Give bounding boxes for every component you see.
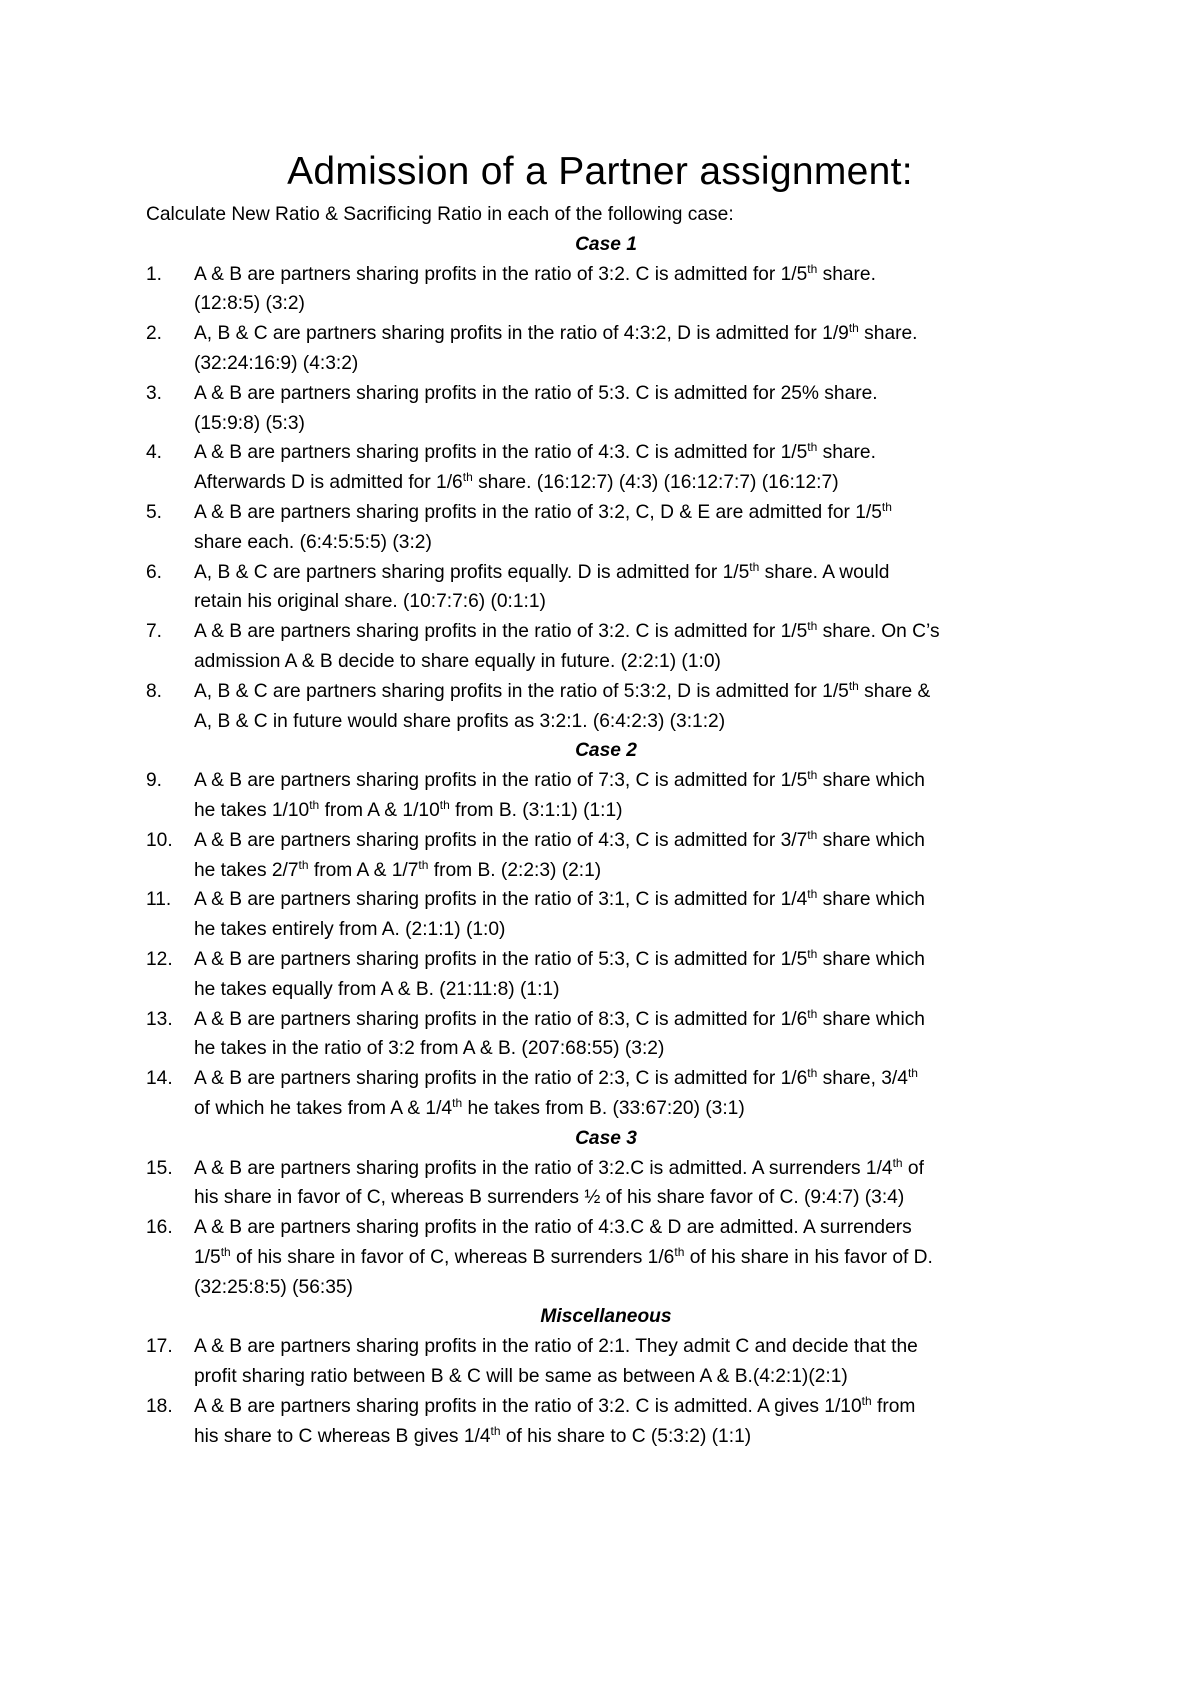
superscript-suffix: th — [807, 887, 818, 902]
item-text-line: A & B are partners sharing profits in the ratio of 3:2. C is admitted for 1/5th share. — [194, 261, 876, 285]
item-number: 12. — [146, 948, 173, 970]
item-number: 16. — [146, 1217, 173, 1239]
item-number: 8. — [146, 680, 163, 702]
item-text-line: he takes 1/10th from A & 1/10th from B. (3:1:1) (1:1) — [194, 797, 623, 821]
item-text-line: he takes in the ratio of 3:2 from A & B. (207:68:55) (3:2) — [194, 1038, 665, 1060]
item-number: 4. — [146, 442, 163, 464]
superscript-suffix: th — [892, 1155, 903, 1170]
section-heading: Case 3 — [575, 1127, 637, 1149]
item-text-line: A & B are partners sharing profits in the ratio of 8:3, C is admitted for 1/6th share which — [194, 1006, 925, 1030]
item-text-line: A & B are partners sharing profits in the ratio of 2:1. They admit C and decide that the — [194, 1336, 918, 1358]
superscript-suffix: th — [418, 857, 429, 872]
item-text-line: A & B are partners sharing profits in the ratio of 3:2.C is admitted. A surrenders 1/4th of — [194, 1155, 924, 1179]
list-item — [146, 766, 1066, 826]
list-item — [146, 677, 1066, 737]
item-text-line: A & B are partners sharing profits in the ratio of 5:3, C is admitted for 1/5th share which — [194, 946, 925, 970]
superscript-suffix: th — [881, 499, 892, 514]
superscript-suffix: th — [861, 1393, 872, 1408]
item-text-line: A, B & C are partners sharing profits equally. D is admitted for 1/5th share. A would — [194, 559, 890, 583]
item-text-line: his share to C whereas B gives 1/4th of his share to C (5:3:2) (1:1) — [194, 1423, 752, 1447]
superscript-suffix: th — [807, 1006, 818, 1021]
superscript-suffix: th — [807, 1066, 818, 1081]
item-text-line: of which he takes from A & 1/4th he takes from B. (33:67:20) (3:1) — [194, 1095, 745, 1119]
list-item — [146, 945, 1066, 1005]
item-text-line: 1/5th of his share in favor of C, whereas B surrenders 1/6th of his share in his favor of D. — [194, 1244, 933, 1268]
list-item — [146, 1392, 1066, 1452]
list-item — [146, 1154, 1066, 1214]
item-text-line: (15:9:8) (5:3) — [194, 412, 305, 434]
superscript-suffix: th — [220, 1244, 231, 1259]
item-text-line: A & B are partners sharing profits in the ratio of 3:2. C is admitted. A gives 1/10th from — [194, 1393, 916, 1417]
superscript-suffix: th — [462, 470, 473, 485]
item-number: 1. — [146, 263, 163, 285]
item-text-line: share each. (6:4:5:5:5) (3:2) — [194, 531, 432, 553]
item-number: 13. — [146, 1008, 173, 1030]
superscript-suffix: th — [907, 1066, 918, 1081]
item-text-line: A & B are partners sharing profits in the ratio of 7:3, C is admitted for 1/5th share which — [194, 768, 925, 792]
item-number: 14. — [146, 1068, 173, 1090]
list-item — [146, 826, 1066, 886]
item-number: 3. — [146, 382, 163, 404]
item-text-line: A, B & C in future would share profits as 3:2:1. (6:4:2:3) (3:1:2) — [194, 710, 726, 732]
item-text-line: (32:25:8:5) (56:35) — [194, 1276, 353, 1298]
superscript-suffix: th — [490, 1423, 501, 1438]
item-text-line: A & B are partners sharing profits in the ratio of 4:3. C is admitted for 1/5th share. — [194, 440, 876, 464]
item-number: 7. — [146, 621, 163, 643]
item-number: 15. — [146, 1157, 173, 1179]
list-item — [146, 1213, 1066, 1302]
superscript-suffix: th — [439, 797, 450, 812]
item-text-line: A & B are partners sharing profits in the ratio of 2:3, C is admitted for 1/6th share, 3/4th — [194, 1066, 918, 1090]
item-text-line: Afterwards D is admitted for 1/6th share. (16:12:7) (4:3) (16:12:7:7) (16:12:7) — [194, 470, 839, 494]
item-text-line: A & B are partners sharing profits in the ratio of 4:3, C is admitted for 3/7th share which — [194, 827, 925, 851]
list-item — [146, 1064, 1066, 1124]
superscript-suffix: th — [807, 768, 818, 783]
item-text-line: A & B are partners sharing profits in the ratio of 3:2. C is admitted for 1/5th share. On C’s — [194, 619, 940, 643]
superscript-suffix: th — [298, 857, 309, 872]
list-item — [146, 319, 1066, 379]
section-heading: Case 2 — [575, 740, 637, 762]
superscript-suffix: th — [848, 321, 859, 336]
superscript-suffix: th — [309, 797, 320, 812]
item-text-line: he takes 2/7th from A & 1/7th from B. (2:2:3) (2:1) — [194, 857, 602, 881]
item-text-line: A, B & C are partners sharing profits in the ratio of 5:3:2, D is admitted for 1/5th share & — [194, 678, 931, 702]
item-text-line: (32:24:16:9) (4:3:2) — [194, 352, 359, 374]
item-number: 10. — [146, 829, 173, 851]
superscript-suffix: th — [807, 440, 818, 455]
superscript-suffix: th — [807, 261, 818, 276]
page-title: Admission of a Partner assignment: — [287, 150, 913, 193]
superscript-suffix: th — [807, 827, 818, 842]
list-item — [146, 438, 1066, 498]
list-item — [146, 1332, 1066, 1392]
section-heading: Case 1 — [575, 233, 637, 255]
item-number: 18. — [146, 1395, 173, 1417]
item-text-line: he takes entirely from A. (2:1:1) (1:0) — [194, 919, 506, 941]
section-heading: Miscellaneous — [540, 1306, 672, 1328]
item-text-line: A & B are partners sharing profits in the ratio of 5:3. C is admitted for 25% share. — [194, 382, 878, 404]
item-text-line: retain his original share. (10:7:7:6) (0:1:1) — [194, 591, 546, 613]
list-item — [146, 558, 1066, 618]
superscript-suffix: th — [452, 1095, 463, 1110]
list-item — [146, 617, 1066, 677]
item-number: 17. — [146, 1336, 173, 1358]
item-number: 5. — [146, 501, 163, 523]
item-number: 6. — [146, 561, 163, 583]
superscript-suffix: th — [674, 1244, 685, 1259]
superscript-suffix: th — [749, 559, 760, 574]
superscript-suffix: th — [807, 946, 818, 961]
item-text-line: his share in favor of C, whereas B surrenders ½ of his share favor of C. (9:4:7) (3:4) — [194, 1187, 905, 1209]
list-item — [146, 379, 1066, 439]
item-text-line: (12:8:5) (3:2) — [194, 293, 305, 315]
item-text-line: A & B are partners sharing profits in the ratio of 3:2, C, D & E are admitted for 1/5th — [194, 499, 892, 523]
item-text-line: A & B are partners sharing profits in the ratio of 4:3.C & D are admitted. A surrenders — [194, 1217, 912, 1239]
item-number: 2. — [146, 323, 163, 345]
item-number: 9. — [146, 770, 163, 792]
superscript-suffix: th — [848, 678, 859, 693]
document-body — [146, 200, 1066, 1451]
superscript-suffix: th — [807, 619, 818, 634]
item-text-line: A, B & C are partners sharing profits in the ratio of 4:3:2, D is admitted for 1/9th share. — [194, 321, 918, 345]
list-item — [146, 1005, 1066, 1065]
item-text-line: profit sharing ratio between B & C will be same as between A & B.(4:2:1)(2:1) — [194, 1366, 848, 1388]
list-item — [146, 885, 1066, 945]
item-text-line: admission A & B decide to share equally in future. (2:2:1) (1:0) — [194, 650, 721, 672]
intro-text: Calculate New Ratio & Sacrificing Ratio in each of the following case: — [146, 204, 734, 225]
list-item — [146, 498, 1066, 558]
list-item — [146, 260, 1066, 320]
item-text-line: A & B are partners sharing profits in the ratio of 3:1, C is admitted for 1/4th share which — [194, 887, 925, 911]
item-number: 11. — [146, 889, 172, 911]
item-text-line: he takes equally from A & B. (21:11:8) (1:1) — [194, 978, 560, 1000]
